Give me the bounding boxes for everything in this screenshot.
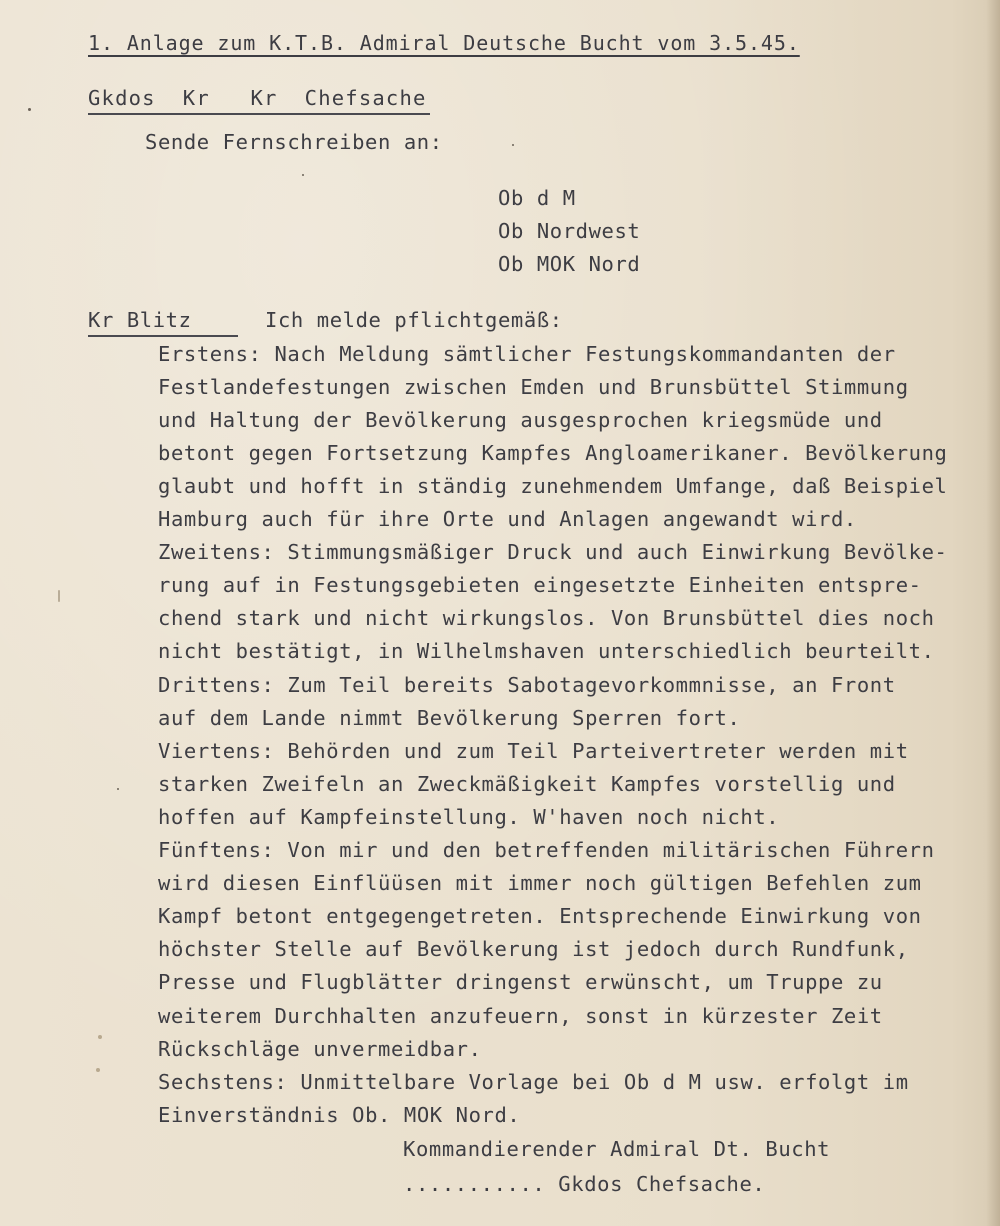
paper-speck [98,1035,102,1039]
body-line: nicht bestätigt, in Wilhelmshaven unterschiedlich beurteilt. [158,639,935,663]
recipient-3: Ob MOK Nord [498,252,641,276]
body-line: weiterem Durchhalten anzufeuern, sonst in kürzester Zeit [158,1004,883,1028]
body-line: Sechstens: Unmittelbare Vorlage bei Ob d M usw. erfolgt im [158,1070,909,1094]
body-line: Drittens: Zum Teil bereits Sabotagevorkommnisse, an Front [158,673,896,697]
body-line: auf dem Lande nimmt Bevölkerung Sperren fort. [158,706,741,730]
body-line: starken Zweifeln an Zweckmäßigkeit Kampfes vorstellig und [158,772,896,796]
body-line: Erstens: Nach Meldung sämtlicher Festungskommandanten der [158,342,896,366]
paper-speck [512,144,514,146]
body-line: Hamburg auch für ihre Orte und Anlagen angewandt wird. [158,507,857,531]
body-line: Rückschläge unvermeidbar. [158,1037,482,1061]
body-line: und Haltung der Bevölkerung ausgesprochen kriegsmüde und [158,408,883,432]
body-line: wird diesen Einflüüsen mit immer noch gültigen Befehlen zum [158,871,922,895]
priority-label: Kr Blitz [88,308,192,332]
body-line: hoffen auf Kampfeinstellung. W'haven noch nicht. [158,805,780,829]
classification-underline [88,113,430,115]
sender-signature: Kommandierender Admiral Dt. Bucht [403,1137,831,1161]
body-line: chend stark und nicht wirkungslos. Von Brunsbüttel dies noch [158,606,935,630]
address-intro: Sende Fernschreiben an: [145,130,443,154]
body-line: Zweitens: Stimmungsmäßiger Druck und auch Einwirkung Bevölke- [158,540,948,564]
priority-underline [88,335,238,337]
body-line: Fünftens: Von mir und den betreffenden militärischen Führern [158,838,935,862]
body-line: glaubt und hofft in ständig zunehmendem Umfange, daß Beispiel [158,474,948,498]
body-line: Viertens: Behörden und zum Teil Parteivertreter werden mit [158,739,909,763]
paper-speck [302,174,304,176]
body-line: Einverständnis Ob. MOK Nord. [158,1103,521,1127]
body-line: betont gegen Fortsetzung Kampfes Angloamerikaner. Bevölkerung [158,441,948,465]
body-line: rung auf in Festungsgebieten eingesetzte Einheiten entspre- [158,573,922,597]
closing-classification: ........... Gkdos Chefsache. [403,1172,766,1196]
paper-speck [96,1068,100,1072]
body-line: höchster Stelle auf Bevölkerung ist jedoch durch Rundfunk, [158,937,909,961]
report-opening: Ich melde pflichtgemäß: [265,308,563,332]
recipient-1: Ob d M [498,186,576,210]
body-line: Kampf betont entgegengetreten. Entsprechende Einwirkung von [158,904,922,928]
recipient-2: Ob Nordwest [498,219,641,243]
body-line: Festlandefestungen zwischen Emden und Brunsbüttel Stimmung [158,375,909,399]
paper-speck [28,108,31,111]
paper-speck [58,590,60,602]
body-line: Presse und Flugblätter dringenst erwünscht, um Truppe zu [158,970,883,994]
classification-label: Gkdos Kr Kr Chefsache [88,86,427,110]
document-title: 1. Anlage zum K.T.B. Admiral Deutsche Bucht vom 3.5.45. [88,31,800,55]
paper-edge-shadow [986,0,1000,1226]
paper-speck [117,788,119,790]
